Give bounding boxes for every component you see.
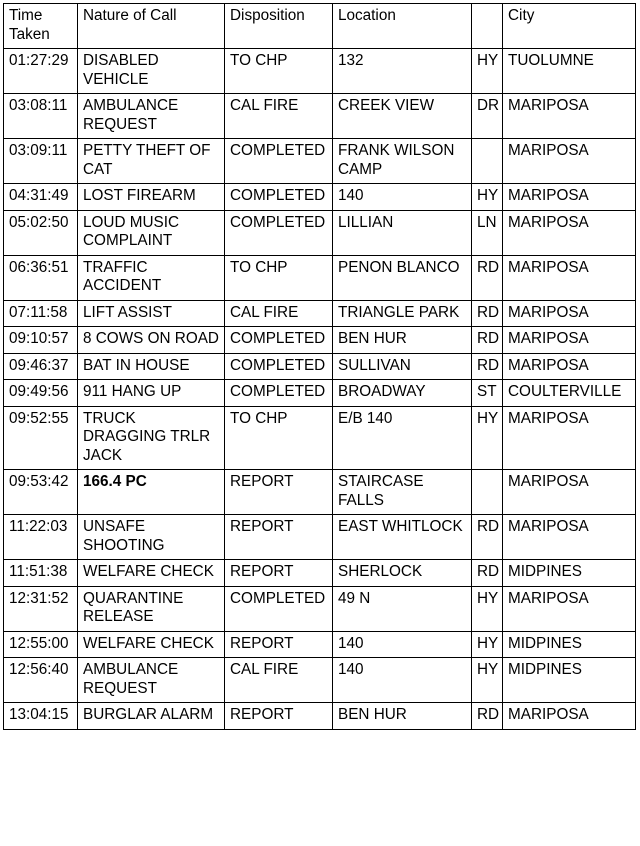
cell-street-suffix: HY (472, 406, 503, 470)
cell-nature-of-call: UNSAFE SHOOTING (78, 515, 225, 560)
cell-street-suffix: RD (472, 353, 503, 380)
cell-street-suffix: HY (472, 184, 503, 211)
cell-time-taken: 09:52:55 (4, 406, 78, 470)
cell-time-taken: 09:10:57 (4, 327, 78, 354)
cell-time-taken: 01:27:29 (4, 49, 78, 94)
cell-location: STAIRCASE FALLS (333, 470, 472, 515)
cell-city: MARIPOSA (503, 703, 636, 730)
cell-disposition: CAL FIRE (225, 300, 333, 327)
cell-disposition: COMPLETED (225, 139, 333, 184)
cell-city: MARIPOSA (503, 353, 636, 380)
cell-disposition: COMPLETED (225, 327, 333, 354)
cell-location: BEN HUR (333, 703, 472, 730)
cell-location: 140 (333, 184, 472, 211)
table-row (4, 703, 636, 730)
cell-time-taken: 11:22:03 (4, 515, 78, 560)
cell-disposition: COMPLETED (225, 353, 333, 380)
header-nature-of-call: Nature of Call (78, 4, 225, 49)
header-time-taken: Time Taken (4, 4, 78, 49)
header-street-suffix (472, 4, 503, 49)
cell-nature-of-call: LIFT ASSIST (78, 300, 225, 327)
cell-street-suffix: RD (472, 300, 503, 327)
cell-nature-of-call: AMBULANCE REQUEST (78, 658, 225, 703)
cell-disposition: REPORT (225, 470, 333, 515)
cell-disposition: REPORT (225, 560, 333, 587)
cell-location: SULLIVAN (333, 353, 472, 380)
cell-time-taken: 13:04:15 (4, 703, 78, 730)
cell-time-taken: 06:36:51 (4, 255, 78, 300)
cell-time-taken: 09:49:56 (4, 380, 78, 407)
cell-nature-of-call: TRAFFIC ACCIDENT (78, 255, 225, 300)
table-row (4, 586, 636, 631)
cell-disposition: COMPLETED (225, 184, 333, 211)
header-location: Location (333, 4, 472, 49)
cell-disposition: CAL FIRE (225, 658, 333, 703)
cell-location: 49 N (333, 586, 472, 631)
cell-city: MARIPOSA (503, 210, 636, 255)
cell-street-suffix: HY (472, 658, 503, 703)
cell-location: BEN HUR (333, 327, 472, 354)
cell-time-taken: 09:46:37 (4, 353, 78, 380)
cell-nature-of-call: WELFARE CHECK (78, 631, 225, 658)
cell-street-suffix: HY (472, 49, 503, 94)
table-row (4, 560, 636, 587)
cell-time-taken: 12:56:40 (4, 658, 78, 703)
cell-city: MARIPOSA (503, 139, 636, 184)
cell-location: EAST WHITLOCK (333, 515, 472, 560)
cell-city: MARIPOSA (503, 300, 636, 327)
cell-street-suffix (472, 139, 503, 184)
table-row (4, 631, 636, 658)
cell-disposition: COMPLETED (225, 586, 333, 631)
cell-street-suffix: HY (472, 586, 503, 631)
table-row (4, 139, 636, 184)
table-row (4, 94, 636, 139)
cell-time-taken: 05:02:50 (4, 210, 78, 255)
cell-disposition: COMPLETED (225, 210, 333, 255)
cell-location: SHERLOCK (333, 560, 472, 587)
table-row (4, 515, 636, 560)
cell-nature-of-call: QUARANTINE RELEASE (78, 586, 225, 631)
cell-time-taken: 12:31:52 (4, 586, 78, 631)
cell-city: MARIPOSA (503, 515, 636, 560)
cell-location: 140 (333, 631, 472, 658)
table-row (4, 327, 636, 354)
cell-location: 140 (333, 658, 472, 703)
table-row (4, 470, 636, 515)
cell-nature-of-call: 911 HANG UP (78, 380, 225, 407)
cell-disposition: REPORT (225, 703, 333, 730)
cell-location: LILLIAN (333, 210, 472, 255)
table-row (4, 49, 636, 94)
cell-time-taken: 03:08:11 (4, 94, 78, 139)
cell-street-suffix: DR (472, 94, 503, 139)
table-row (4, 658, 636, 703)
cell-time-taken: 04:31:49 (4, 184, 78, 211)
cell-disposition: TO CHP (225, 49, 333, 94)
cell-street-suffix: RD (472, 703, 503, 730)
cell-street-suffix: RD (472, 515, 503, 560)
cell-nature-of-call: BURGLAR ALARM (78, 703, 225, 730)
cell-location: TRIANGLE PARK (333, 300, 472, 327)
cell-city: MIDPINES (503, 658, 636, 703)
cell-city: MARIPOSA (503, 94, 636, 139)
cell-nature-of-call: PETTY THEFT OF CAT (78, 139, 225, 184)
cell-location: BROADWAY (333, 380, 472, 407)
cell-street-suffix: ST (472, 380, 503, 407)
cell-location: E/B 140 (333, 406, 472, 470)
cell-city: TUOLUMNE (503, 49, 636, 94)
header-city: City (503, 4, 636, 49)
cell-disposition: CAL FIRE (225, 94, 333, 139)
cell-nature-of-call: DISABLED VEHICLE (78, 49, 225, 94)
cell-street-suffix: RD (472, 255, 503, 300)
cell-street-suffix: HY (472, 631, 503, 658)
header-row (4, 4, 636, 49)
cell-location: FRANK WILSON CAMP (333, 139, 472, 184)
table-row (4, 353, 636, 380)
cell-time-taken: 11:51:38 (4, 560, 78, 587)
cell-nature-of-call: BAT IN HOUSE (78, 353, 225, 380)
cell-nature-of-call: 8 COWS ON ROAD (78, 327, 225, 354)
cell-location: CREEK VIEW (333, 94, 472, 139)
cell-street-suffix: RD (472, 327, 503, 354)
cell-city: MIDPINES (503, 631, 636, 658)
cell-disposition: REPORT (225, 631, 333, 658)
cell-disposition: REPORT (225, 515, 333, 560)
cell-time-taken: 07:11:58 (4, 300, 78, 327)
cell-location: 132 (333, 49, 472, 94)
call-log-table (3, 3, 636, 730)
cell-city: MIDPINES (503, 560, 636, 587)
cell-street-suffix (472, 470, 503, 515)
cell-nature-of-call: 166.4 PC (78, 470, 225, 515)
cell-city: MARIPOSA (503, 184, 636, 211)
table-row (4, 255, 636, 300)
cell-disposition: COMPLETED (225, 380, 333, 407)
cell-nature-of-call: AMBULANCE REQUEST (78, 94, 225, 139)
cell-disposition: TO CHP (225, 406, 333, 470)
table-row (4, 210, 636, 255)
cell-nature-of-call: TRUCK DRAGGING TRLR JACK (78, 406, 225, 470)
cell-street-suffix: LN (472, 210, 503, 255)
cell-location: PENON BLANCO (333, 255, 472, 300)
cell-nature-of-call: LOST FIREARM (78, 184, 225, 211)
cell-disposition: TO CHP (225, 255, 333, 300)
cell-city: MARIPOSA (503, 470, 636, 515)
table-row (4, 300, 636, 327)
cell-nature-of-call: WELFARE CHECK (78, 560, 225, 587)
table-row (4, 184, 636, 211)
cell-city: MARIPOSA (503, 327, 636, 354)
table-row (4, 406, 636, 470)
cell-time-taken: 03:09:11 (4, 139, 78, 184)
header-disposition: Disposition (225, 4, 333, 49)
cell-city: MARIPOSA (503, 406, 636, 470)
table-row (4, 380, 636, 407)
cell-street-suffix: RD (472, 560, 503, 587)
cell-time-taken: 12:55:00 (4, 631, 78, 658)
cell-nature-of-call: LOUD MUSIC COMPLAINT (78, 210, 225, 255)
cell-city: MARIPOSA (503, 586, 636, 631)
cell-city: COULTERVILLE (503, 380, 636, 407)
cell-time-taken: 09:53:42 (4, 470, 78, 515)
cell-city: MARIPOSA (503, 255, 636, 300)
